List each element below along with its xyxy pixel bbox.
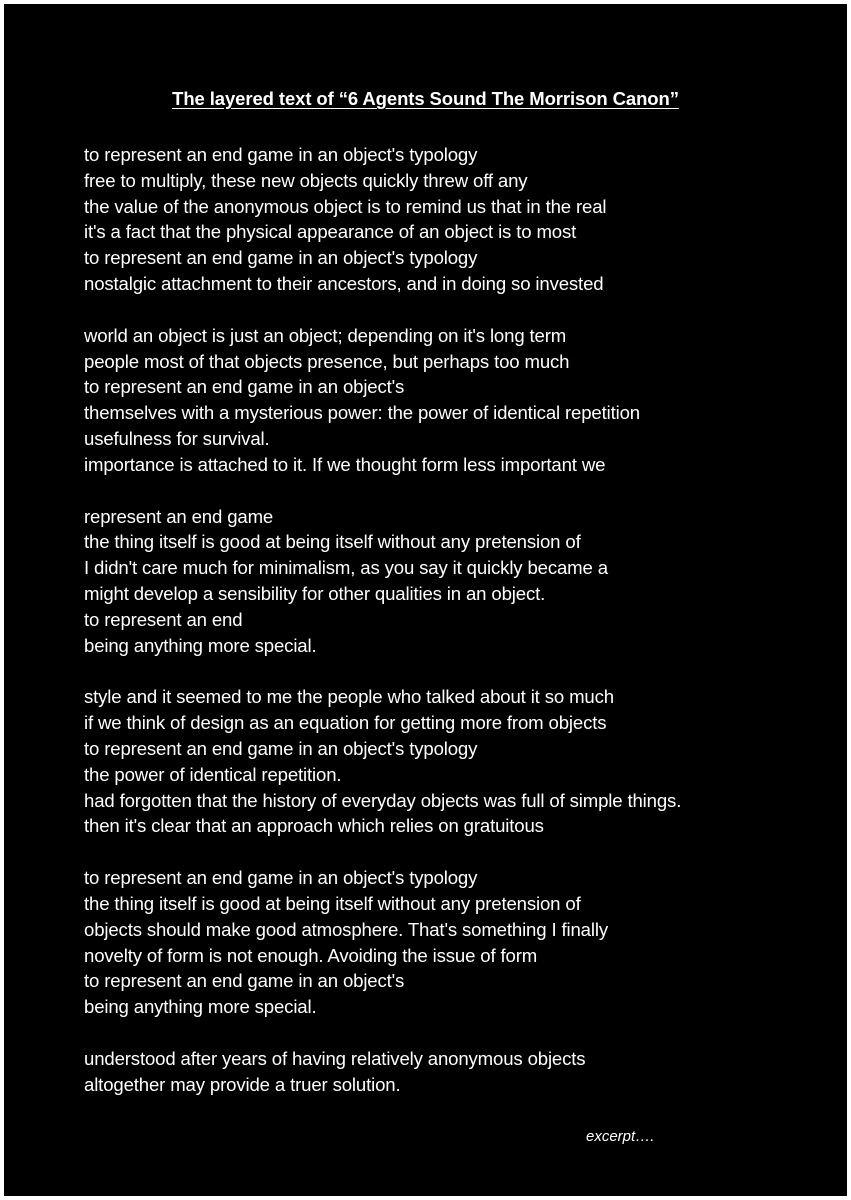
document-page (4, 4, 847, 1196)
page-title: The layered text of “6 Agents Sound The Morrison Canon” (172, 88, 679, 109)
text-line: to represent an end game in an object's typology (84, 144, 478, 165)
text-line: to represent an end game in an object's (84, 376, 405, 398)
text-line: being anything more special. (84, 996, 317, 1018)
stanza (84, 323, 804, 478)
text-line: being anything more special. (84, 634, 317, 656)
poem-body (84, 142, 804, 1124)
text-line: to represent an end game in an object's (84, 970, 405, 992)
stanza (84, 865, 804, 1020)
text-line: free to multiply, these new objects quickly threw off any (84, 169, 528, 191)
text-line: understood after years of having relatively anonymous objects (84, 1047, 586, 1069)
excerpt-note: excerpt…. (586, 1128, 655, 1145)
text-line: importance is attached to it. If we thought form less important we (84, 453, 606, 475)
text-line: it's a fact that the physical appearance of an object is to most (84, 221, 577, 243)
text-line: to represent an end game in an object's typology (84, 247, 478, 269)
stanza (84, 1046, 804, 1098)
text-line: people most of that objects presence, but perhaps too much (84, 350, 570, 372)
text-line: had forgotten that the history of everyday objects was full of simple things. (84, 789, 682, 811)
text-line: the thing itself is good at being itself without any pretension of (84, 892, 581, 914)
stanza (84, 504, 804, 659)
text-line: the power of identical repetition. (84, 763, 342, 785)
text-line: if we think of design as an equation for getting more from objects (84, 712, 607, 734)
text-line: objects should make good atmosphere. That's something I finally (84, 918, 608, 940)
text-line: world an object is just an object; depending on it's long term (84, 324, 567, 346)
text-line: novelty of form is not enough. Avoiding the issue of form (84, 944, 538, 966)
stanza (84, 142, 804, 297)
text-line: to represent an end game in an object's typology (84, 737, 478, 759)
text-line: nostalgic attachment to their ancestors, and in doing so invested (84, 272, 604, 294)
text-line: themselves with a mysterious power: the power of identical repetition (84, 402, 640, 424)
text-line: I didn't care much for minimalism, as you say it quickly became a (84, 557, 608, 579)
text-line: usefulness for survival. (84, 427, 270, 449)
text-line: represent an end game (84, 505, 274, 527)
text-line: to represent an end (84, 608, 243, 630)
text-line: then it's clear that an approach which relies on gratuitous (84, 815, 544, 837)
text-line: might develop a sensibility for other qualities in an object. (84, 582, 546, 604)
text-line: altogether may provide a truer solution. (84, 1073, 401, 1095)
text-line: the value of the anonymous object is to remind us that in the real (84, 195, 607, 217)
text-line: the thing itself is good at being itself without any pretension of (84, 531, 581, 553)
text-line: to represent an end game in an object's typology (84, 867, 478, 889)
stanza (84, 684, 804, 839)
text-line: style and it seemed to me the people who talked about it so much (84, 686, 614, 708)
